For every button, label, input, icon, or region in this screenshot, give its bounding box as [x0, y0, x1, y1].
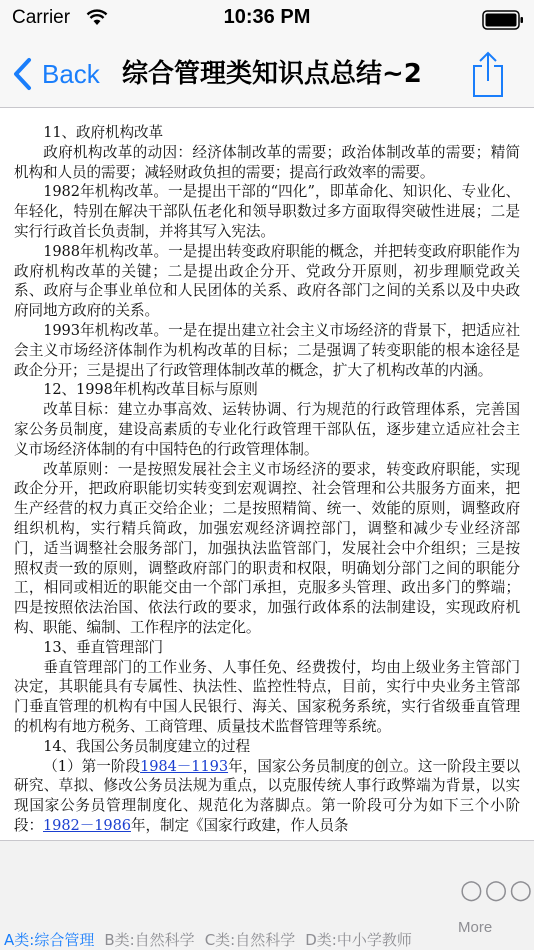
paragraph-text: （1）第一阶段 — [43, 757, 141, 775]
more-dots-icon: ○○○ — [460, 875, 534, 905]
tab-labels — [4, 929, 422, 950]
carrier-label: Carrier — [12, 7, 71, 28]
paragraph-text: 年，国家公务员制度的创立。这一阶段主要以研究、草拟、修改公务员法规为重点，以克服传统人事行政弊端为背景，以实现国家公务员管理制度化、规范化为落脚点。第一阶段可分为如下三个小阶段： — [14, 757, 520, 834]
paragraph: 1982年机构改革。一是提出干部的“四化”，即革命化、知识化、专业化、年轻化，特别在解决干部队伍老化和领导职数过多方面取得突破性进展；二是实行行政首长负责制，并将其写入宪法。 — [14, 183, 520, 240]
document-viewer[interactable] — [0, 109, 534, 840]
chevron-left-icon — [12, 57, 32, 91]
date-link[interactable]: 1982－1986 — [43, 816, 131, 834]
paragraph — [14, 757, 520, 836]
tab-c-natural-science[interactable]: C类:自然科学 — [204, 931, 296, 949]
section-heading: 11、政府机构改革 — [43, 124, 164, 141]
section-heading: 14、我国公务员制度建立的过程 — [43, 737, 250, 755]
paragraph: 改革目标：建立办事高效、运转协调、行为规范的行政管理体系，完善国家公务员制度，建设高素质的专业化行政管理干部队伍，逐步建立适应社会主义市场经济体制的有中国特色的行政管理体制。 — [14, 401, 520, 458]
status-bar — [0, 0, 534, 40]
section-heading: 12、1998年机构改革目标与原则 — [43, 381, 258, 399]
page-title: 综合管理类知识点总结~2 — [122, 59, 422, 89]
navigation-bar — [0, 40, 534, 108]
paragraph-text: 年，制定《国家行政建，作人员条 — [130, 816, 349, 834]
section-heading: 13、垂直管理部门 — [43, 638, 164, 656]
document-text — [14, 123, 520, 836]
tab-d-school-teacher[interactable]: D类:中小学教师 — [305, 931, 412, 949]
tab-b-natural-science[interactable]: B类:自然科学 — [104, 931, 195, 949]
date-link[interactable]: 1984－1193 — [140, 757, 229, 775]
back-button[interactable] — [12, 54, 100, 94]
tab-a-management[interactable]: A类:综合管理 — [4, 931, 95, 949]
back-label: Back — [42, 58, 100, 89]
paragraph: 1988年机构改革。一是提出转变政府职能的概念，并把转变政府职能作为政府机构改革的关键；二是提出政企分开、党政分开原则，初步理顺党政关系、政府与企事业单位和人民团体的关系、政府各部门之间的关系以及中央政府同地方政府的关系。 — [14, 242, 520, 320]
tab-bar — [0, 840, 534, 950]
battery-icon — [482, 10, 524, 30]
paragraph: 政府机构改革的动因：经济体制改革的需要；政治体制改革的需要；精简机构和人员的需要；减轻财政负担的需要；提高行政效率的需要。 — [14, 143, 520, 181]
paragraph: 改革原则：一是按照发展社会主义市场经济的要求，转变政府职能，实现政企分开，把政府职能切实转变到宏观调控、社会管理和公共服务方面来，把生产经营的权力真正交给企业；二是按照精简、统一、效能的原则，调整政府组织机构，实行精兵简政，加强宏观经济调控部门，调整和减少专业经济部门，适当调整社会服务部门，加强执法监管部门，发展社会中介组织；三是按照权责一致的原则，调整政府部门的职责和权限，明确划分部门之间的职能分工，相同或相近的职能交由一个部门承担，克服多头管理、政出多门的弊端；四是按照依法治国、依法行政的要求，加强行政体系的法制建设，实现政府机构、职能、编制、工作程序的法定化。 — [14, 460, 520, 636]
tab-more[interactable] — [448, 855, 534, 945]
share-icon[interactable] — [470, 50, 506, 98]
status-time: 10:36 PM — [223, 6, 311, 28]
paragraph: 1993年机构改革。一是在提出建立社会主义市场经济的背景下，把适应社会主义市场经济体制作为机构改革的目标；二是强调了转变职能的根本途径是政企分开；三是提出了行政管理体制改革的概念，扩大了机构改革的内涵。 — [14, 321, 520, 379]
more-label: More — [458, 919, 493, 936]
paragraph: 垂直管理部门的工作业务、人事任免、经费拨付，均由上级业务主管部门决定，其职能具有专属性、执法性、监控性特点，目前，实行中央业务主管部门垂直管理的机构有中国人民银行、海关、国家税务系统，实行省级垂直管理的机构有地方税务、工商管理、质量技术监督管理等系统。 — [14, 658, 520, 735]
